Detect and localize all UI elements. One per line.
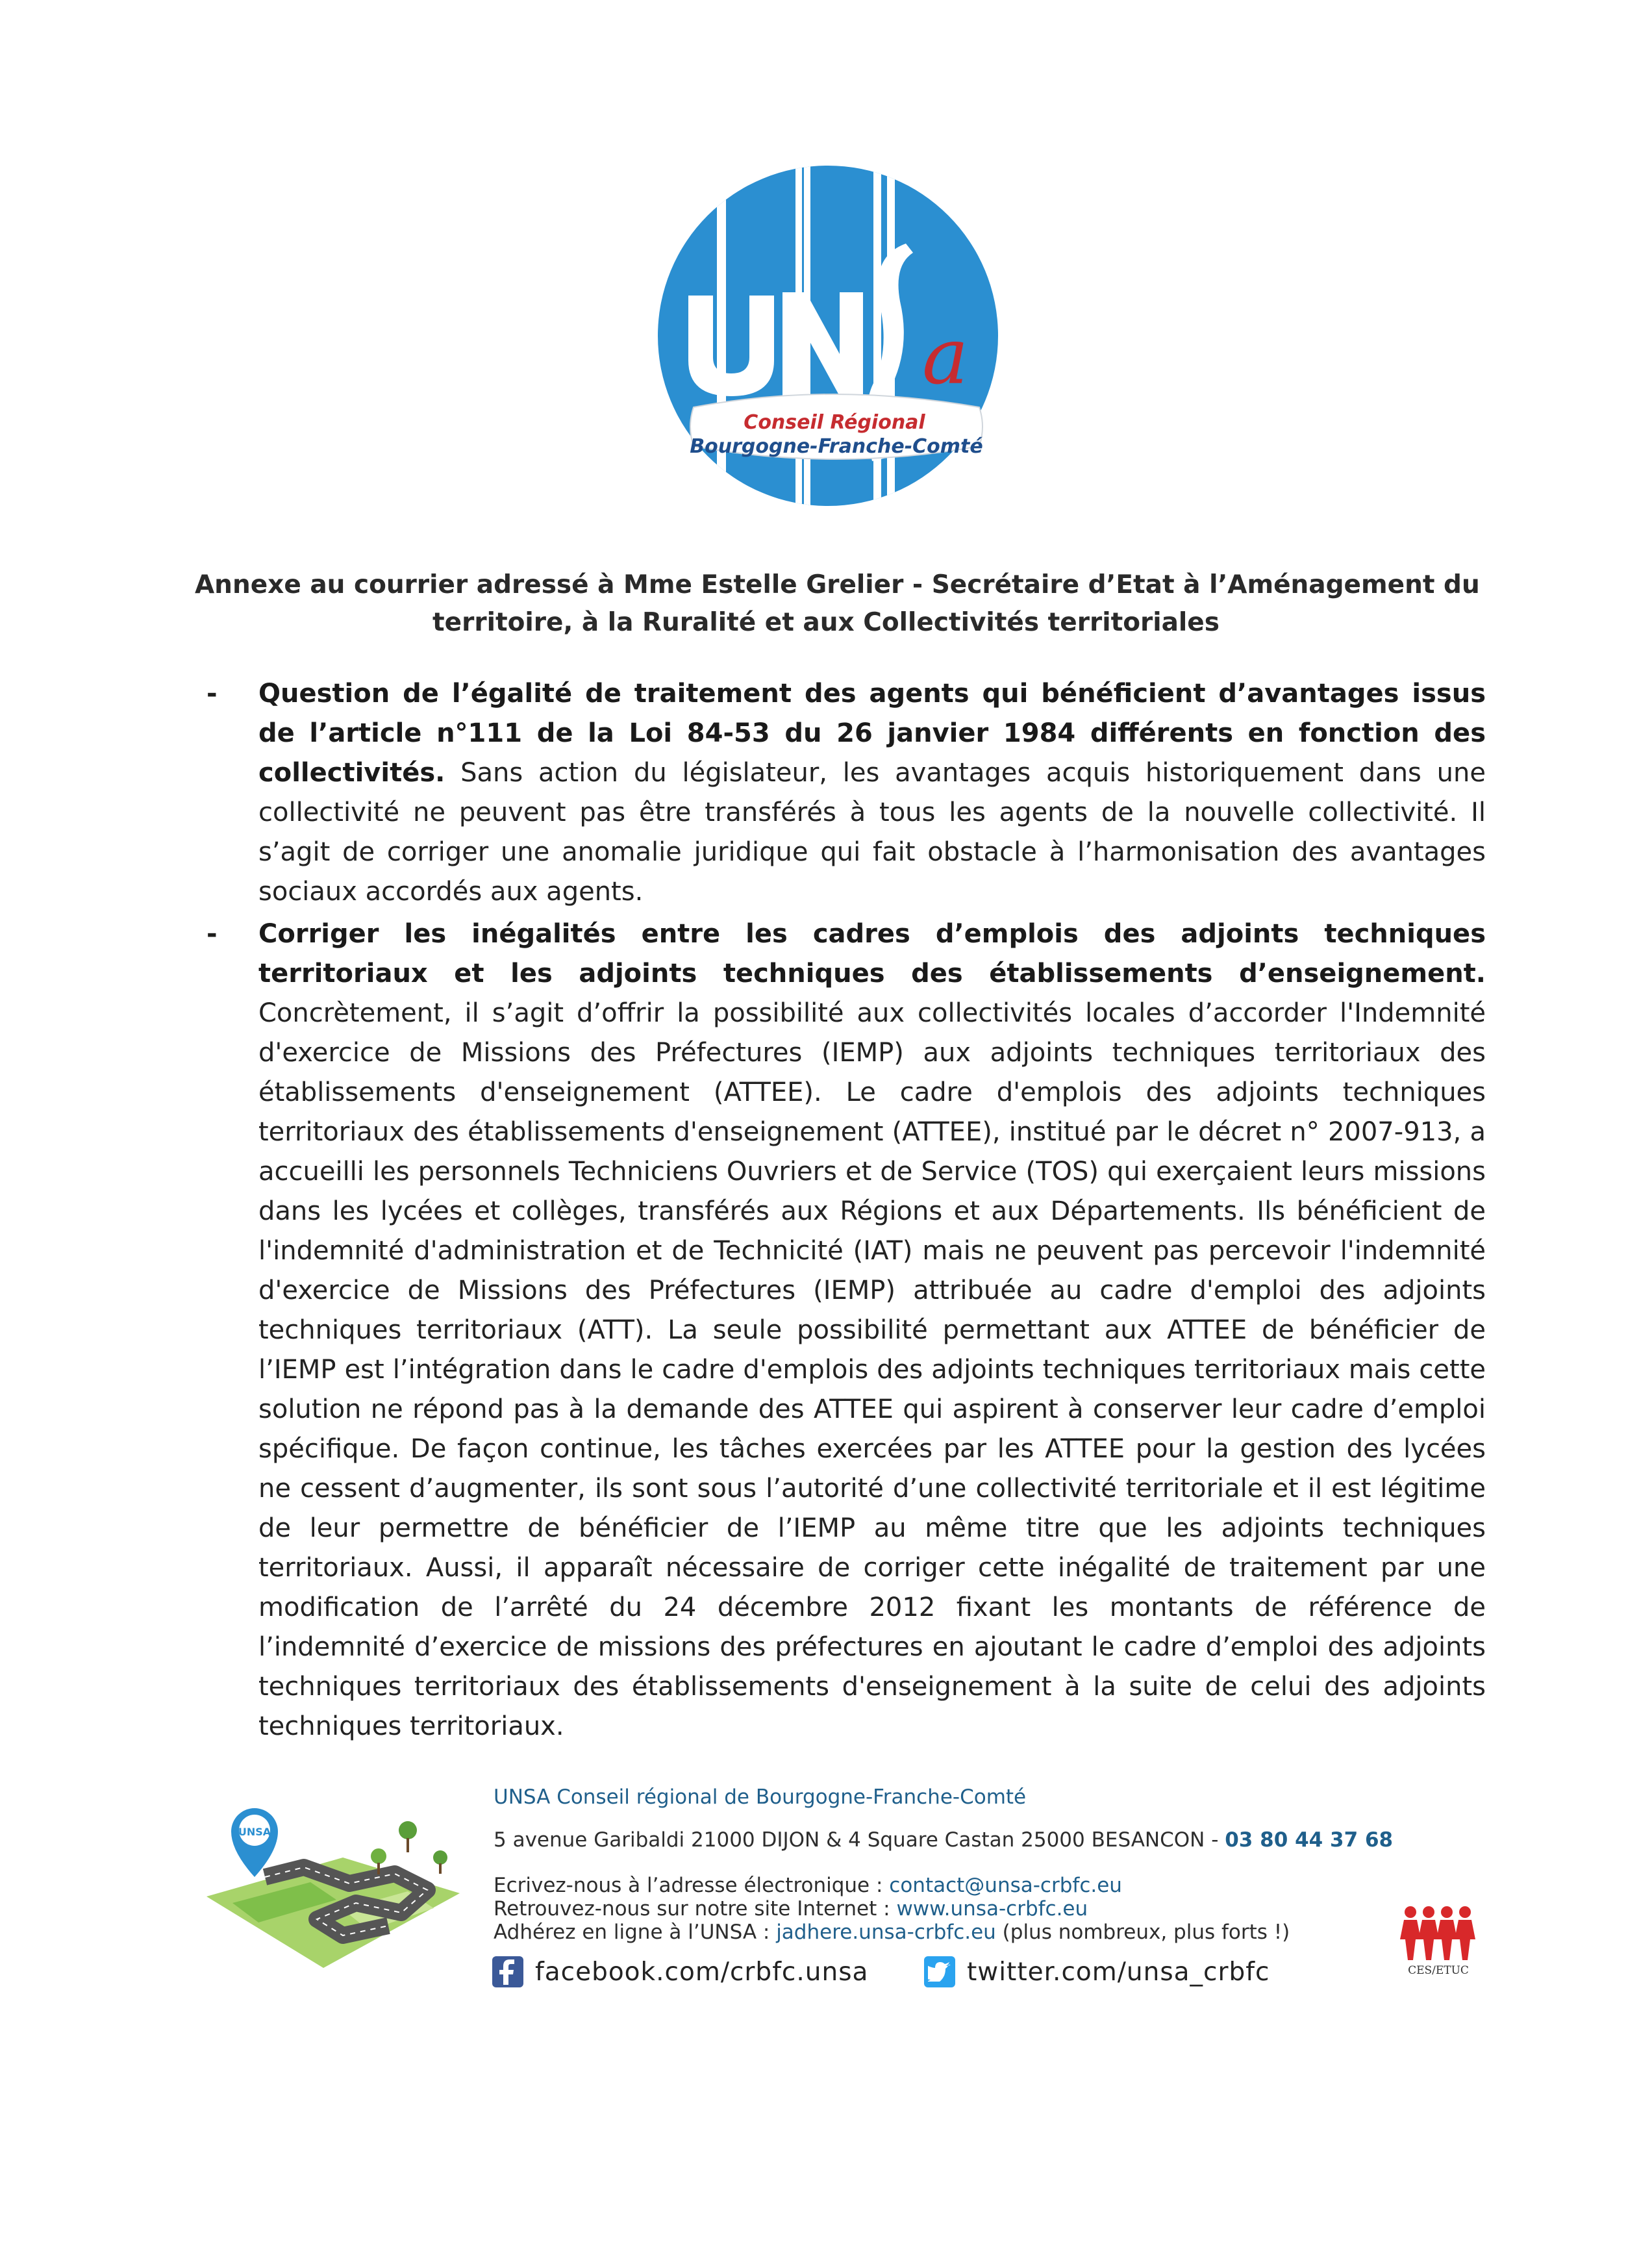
logo-line1: Conseil Régional <box>744 411 925 434</box>
website-link[interactable]: www.unsa-crbfc.eu <box>896 1897 1088 1921</box>
social-links <box>492 1954 1401 1990</box>
facebook-handle: facebook.com/crbfc.unsa <box>535 1957 869 1987</box>
ces-label: CES/ETUC <box>1408 1964 1469 1977</box>
footer-org: UNSA Conseil régional de Bourgogne-Franche-Comté <box>494 1785 1027 1809</box>
join-suffix: (plus nombreux, plus forts !) <box>995 1921 1290 1944</box>
illustration-badge: UNSA <box>238 1826 271 1838</box>
join-link[interactable]: jadhere.unsa-crbfc.eu <box>776 1921 996 1944</box>
item-paragraph <box>258 674 1486 912</box>
list-bullet: - <box>206 919 218 949</box>
site-line <box>494 1897 1403 1921</box>
facebook-icon <box>492 1956 523 1987</box>
unsa-logo <box>649 166 1013 510</box>
item-text: Concrètement, il s’agit d’offrir la possibilité aux collectivités locales d’accorder l'Indemnité d'exercice de Missions des Préfectures (IEMP) aux adjoints techniques territoriaux des établissements d'enseignement (ATTEE). Le cadre d'emplois des adjoints techniques territoriaux des établissements d'enseignement (ATTEE), institué par le décret n° 2007-913, a accueilli les personnels Techniciens Ouvriers et de Service (TOS) qui exerçaient leurs missions dans les lycées et collèges, transférés aux Régions et aux Départements. Ils bénéficient de l'indemnité d'administration et de Technicité (IAT) mais ne peuvent pas percevoir l'indemnité d'exercice de Missions des Préfectures (IEMP) attribuée au cadre d'emploi des adjoints techniques territoriaux (ATT). La seule possibilité permettant aux ATTEE de bénéficier de l’IEMP est l’intégration dans le cadre d'emplois des adjoints techniques territoriaux mais cette solution ne répond pas à la demande des ATTEE qui aspirent à conserver leur cadre d’emploi spécifique. De façon continue, les tâches exercées par les ATTEE pour la gestion des lycées ne cessent d’augmenter, ils sont sous l’autorité d’une collectivité territoriale et il est légitime de leur permettre de bénéficier de l’IEMP au même titre que les adjoints techniques territoriaux. Aussi, il apparaît nécessaire de corriger cette inégalité de traitement par une modification de l’arrêté du 24 décembre 2012 fixant les montants de référence de l’indemnité d’exercice de missions des préfectures en ajoutant le cadre d’emploi des adjoints techniques territoriaux des établissements d'enseignement à la suite de celui des adjoints techniques territoriaux. <box>258 998 1486 1741</box>
road-map-illustration <box>194 1780 466 1974</box>
phone-number: 03 80 44 37 68 <box>1225 1828 1394 1852</box>
facebook-link[interactable] <box>492 1954 868 1990</box>
join-label: Adhérez en ligne à l’UNSA : <box>494 1921 777 1944</box>
item-heading: Question de l’égalité de traitement des agents qui bénéficient d’avantages issus de l’article n°111 de la Loi 84-53 du 26 janvier 1984 différents en fonction des collectivités. <box>258 679 1486 788</box>
twitter-handle: twitter.com/unsa_crbfc <box>967 1957 1270 1987</box>
site-label: Retrouvez-nous sur notre site Internet : <box>494 1897 897 1921</box>
document-title <box>195 566 1480 642</box>
list-bullet: - <box>206 679 218 709</box>
title-line-2: territoire, à la Ruralité et aux Collectivités territoriales <box>432 608 1220 637</box>
email-label: Ecrivez-nous à l’adresse électronique : <box>494 1874 890 1897</box>
item-paragraph <box>258 914 1486 1746</box>
email-line <box>494 1874 1403 1897</box>
ces-etuc-logo <box>1390 1903 1487 1981</box>
footer-links <box>494 1874 1403 1944</box>
logo-line2: Bourgogne-Franche-Comté <box>690 435 983 458</box>
list-item <box>206 674 1486 912</box>
footer-address <box>494 1826 1403 1854</box>
email-link[interactable]: contact@unsa-crbfc.eu <box>889 1874 1122 1897</box>
item-heading: Corriger les inégalités entre les cadres d’emplois des adjoints techniques territoriaux et les adjoints techniques des établissements d’enseignement. <box>258 919 1486 989</box>
address-text: 5 avenue Garibaldi 21000 DIJON & 4 Square Castan 25000 BESANCON - <box>494 1828 1225 1852</box>
list-item <box>206 914 1486 1746</box>
twitter-icon <box>924 1956 955 1987</box>
twitter-link[interactable] <box>924 1954 1270 1990</box>
title-line-1: Annexe au courrier adressé à Mme Estelle Grelier - Secrétaire d’Etat à l’Aménagement du <box>195 570 1480 599</box>
item-text: Sans action du législateur, les avantages acquis historiquement dans une collectivité ne peuvent pas être transférés à tous les agents de la nouvelle collectivité. Il s’agit de corriger une anomalie juridique qui fait obstacle à l’harmonisation des avantages sociaux accordés aux agents. <box>258 758 1486 907</box>
demands-list <box>206 674 1486 1749</box>
ces-figures-icon <box>1390 1903 1487 1963</box>
join-line <box>494 1921 1403 1944</box>
svg-text:a: a <box>922 312 969 402</box>
footer-contact <box>494 1783 1403 1944</box>
